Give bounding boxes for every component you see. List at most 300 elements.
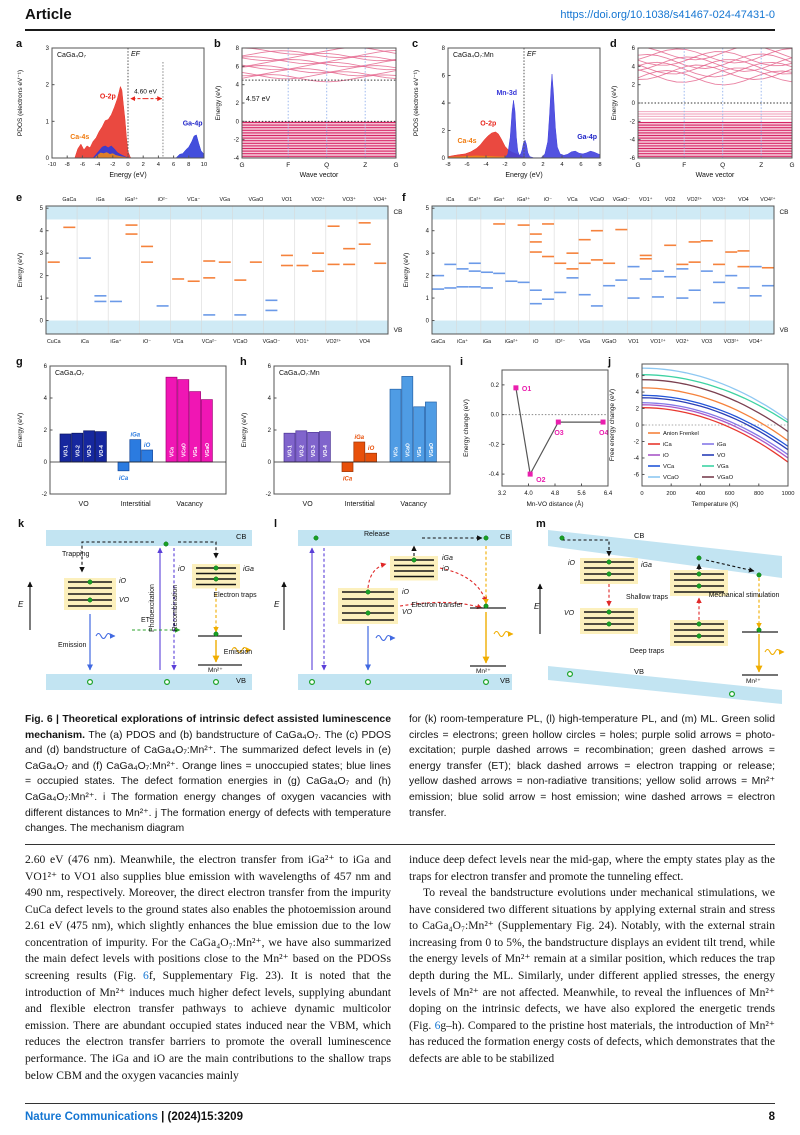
- mechanism-diagram-k: [16, 518, 268, 704]
- svg-text:2: 2: [39, 273, 43, 280]
- pdos-chart-c: [410, 38, 606, 186]
- svg-text:Vacancy: Vacancy: [176, 501, 203, 508]
- svg-text:VO3²⁺: VO3²⁺: [723, 339, 739, 345]
- svg-text:-4: -4: [483, 162, 489, 168]
- svg-text:iGa: iGa: [354, 435, 365, 441]
- svg-text:VO2: VO2: [664, 197, 676, 203]
- fig-panel-a: [14, 38, 210, 186]
- svg-text:CaGa₄O₇:Mn: CaGa₄O₇:Mn: [453, 52, 494, 59]
- svg-text:iGa³⁺: iGa³⁺: [517, 197, 531, 203]
- svg-text:VO-3: VO-3: [87, 445, 94, 457]
- panel-letter-f: f: [402, 192, 406, 204]
- svg-text:3: 3: [39, 251, 43, 258]
- et-label: ET: [141, 617, 150, 624]
- svg-text:iO: iO: [533, 339, 539, 345]
- emission-host-label: Emission: [58, 642, 87, 649]
- recombination-label: Recombination: [171, 584, 179, 632]
- svg-text:8: 8: [598, 162, 602, 168]
- panel-letter-d: d: [610, 38, 617, 50]
- fig-panel-f: [400, 192, 792, 356]
- electron-traps-label: Electron traps: [213, 592, 257, 599]
- panel-letter-a: a: [16, 38, 23, 50]
- svg-text:G: G: [393, 162, 399, 169]
- mn-level-label: Mn²⁺: [476, 668, 491, 675]
- trap-io-label: iO: [119, 578, 126, 585]
- trapping-label: Trapping: [62, 551, 90, 558]
- citation-text: | (2024)15:3209: [157, 1111, 243, 1123]
- svg-text:iGa⁺: iGa⁺: [493, 197, 505, 203]
- defect-levels-chart-e: [14, 192, 406, 356]
- shallow-traps-label: Shallow traps: [625, 594, 669, 601]
- fig-panel-c: [410, 38, 606, 186]
- svg-text:5: 5: [425, 206, 429, 213]
- svg-text:4: 4: [43, 396, 47, 402]
- svg-text:1: 1: [425, 296, 429, 303]
- panel-letter-c: c: [412, 38, 419, 50]
- svg-text:4.60 eV: 4.60 eV: [134, 88, 157, 96]
- svg-text:Mn-VO distance (Å): Mn-VO distance (Å): [526, 501, 584, 508]
- trap2-io-label: iO: [178, 566, 185, 573]
- svg-text:Ca-4s: Ca-4s: [457, 137, 477, 145]
- svg-text:2: 2: [43, 428, 47, 434]
- journal-name-link[interactable]: Nature Communications: [25, 1111, 158, 1123]
- trap-vo-label: VO: [119, 597, 130, 604]
- svg-text:VGaO: VGaO: [717, 475, 734, 481]
- svg-text:0: 0: [425, 318, 429, 325]
- svg-text:Q: Q: [720, 162, 726, 169]
- svg-text:200: 200: [666, 491, 677, 497]
- svg-text:Ga-4p: Ga-4p: [577, 133, 598, 141]
- body-left-text-2: f, Supplementary Fig. 23). It is noted that the introduction of Mn²⁺ induces much higher defect levels, supplying abundant and flexible electron transfer pathways to achieve dynamic multicolor emission. There are abundant occupied states induced near the VBM, which reduces the electron transfer barriers to promote the overall luminescence performance. The iGa and iO are the main contributions to the shallow traps below CBM and the oxygen vacancies mainly: [25, 969, 391, 1082]
- photoexcitation-label: Photoexcitation: [148, 584, 156, 632]
- pdos-chart-a: [14, 38, 210, 186]
- svg-text:4: 4: [267, 396, 271, 402]
- svg-text:8: 8: [441, 46, 445, 52]
- svg-text:VCaO: VCaO: [233, 339, 248, 345]
- caption-left-text: The (a) PDOS and (b) bandstructure of CaGa₄O₇. The (c) PDOS and (d) bandstructure of CaGa₄O₇:Mn²⁺. The summarized defect levels in (e) CaGa₄O₇ and (f) CaGa₄O₇:Mn²⁺. Orange lines = unoccupied states; blue lines = occupied states. The defect formation energies in (g) CaGa₄O₇ and (h) CaGa₄O₇:Mn²⁺. i The formation energy changes of oxygen vacancies with different distances to Mn²⁺. j The formation energy of defects with temperature changes. The mechanism diagram: [25, 729, 391, 835]
- fig-panel-i: [458, 356, 616, 518]
- svg-text:VO2²⁺: VO2²⁺: [326, 339, 342, 345]
- svg-text:VCa²⁻: VCa²⁻: [201, 339, 217, 345]
- cb-label: CB: [236, 532, 247, 541]
- svg-text:6: 6: [171, 162, 176, 168]
- svg-text:CaGa₄O₇:Mn: CaGa₄O₇:Mn: [279, 370, 320, 377]
- svg-text:-2: -2: [233, 137, 239, 144]
- panel-letter-i: i: [460, 356, 464, 368]
- svg-text:-2: -2: [502, 162, 508, 168]
- svg-text:Energy (eV): Energy (eV): [611, 85, 618, 121]
- footer-rule: [25, 1103, 775, 1104]
- svg-text:4: 4: [39, 228, 43, 235]
- svg-text:600: 600: [724, 491, 735, 497]
- svg-text:CB: CB: [779, 209, 789, 216]
- svg-text:6: 6: [267, 364, 271, 370]
- svg-text:O3: O3: [554, 430, 564, 438]
- svg-text:1000: 1000: [781, 491, 795, 497]
- svg-text:iGa: iGa: [96, 197, 105, 203]
- svg-text:2: 2: [267, 428, 271, 434]
- svg-text:5: 5: [39, 206, 43, 213]
- svg-text:iCa: iCa: [118, 475, 129, 482]
- fig-panel-g: [14, 356, 240, 518]
- svg-text:8: 8: [187, 162, 191, 168]
- header-rule: [25, 29, 775, 31]
- svg-text:VCaO: VCaO: [181, 443, 188, 457]
- svg-text:VCaO: VCaO: [589, 197, 605, 203]
- svg-text:VO2⁺: VO2⁺: [311, 197, 325, 203]
- svg-text:800: 800: [753, 491, 764, 497]
- smalltrap-iga-label: iGa: [442, 555, 453, 562]
- svg-text:5.6: 5.6: [577, 491, 586, 497]
- svg-text:iO⁻: iO⁻: [142, 339, 152, 345]
- fig-panel-b: [212, 38, 408, 186]
- svg-text:GaCa: GaCa: [431, 339, 446, 345]
- svg-text:VO4⁺: VO4⁺: [373, 197, 387, 203]
- smalltrap-io-label: iO: [442, 566, 449, 573]
- svg-text:-2: -2: [265, 492, 271, 498]
- svg-text:0: 0: [126, 162, 130, 168]
- doi-link[interactable]: https://doi.org/10.1038/s41467-024-47431-0: [560, 9, 775, 21]
- svg-text:VO3: VO3: [701, 339, 713, 345]
- svg-text:0: 0: [640, 491, 644, 497]
- svg-text:Free energy change (eV): Free energy change (eV): [609, 388, 616, 462]
- svg-text:VCa: VCa: [393, 447, 400, 457]
- mechanism-diagram-l: [272, 518, 528, 704]
- svg-text:4: 4: [560, 162, 564, 168]
- svg-text:0: 0: [267, 460, 271, 466]
- svg-text:VO4: VO4: [738, 197, 749, 203]
- panel-letter-g: g: [16, 356, 23, 368]
- svg-text:O-2p: O-2p: [480, 120, 497, 128]
- svg-text:10: 10: [200, 162, 208, 168]
- svg-text:VO-4: VO-4: [322, 445, 329, 457]
- svg-text:2: 2: [631, 82, 635, 89]
- svg-text:iGa²⁺: iGa²⁺: [504, 339, 518, 345]
- svg-text:iGa⁺: iGa⁺: [110, 339, 122, 345]
- figure-6f-link[interactable]: 6: [143, 969, 149, 983]
- svg-text:-4: -4: [629, 137, 635, 144]
- svg-text:Energy (eV): Energy (eV): [109, 172, 147, 179]
- svg-text:O1: O1: [521, 385, 532, 393]
- bar-chart-g: [14, 356, 240, 518]
- release-label: Release: [364, 531, 390, 538]
- svg-text:4.0: 4.0: [524, 491, 533, 497]
- svg-text:-2: -2: [41, 492, 47, 498]
- svg-text:iGa: iGa: [130, 432, 141, 439]
- mn-level-label: Mn²⁺: [208, 667, 223, 674]
- svg-text:iO: iO: [367, 446, 375, 453]
- svg-text:iCa⁺: iCa⁺: [457, 339, 468, 345]
- svg-text:-4: -4: [233, 156, 239, 162]
- svg-text:iCa: iCa: [80, 339, 89, 345]
- svg-text:0: 0: [441, 156, 445, 162]
- svg-text:iO⁻: iO⁻: [543, 197, 553, 203]
- mn-level-label: Mn²⁺: [746, 678, 761, 685]
- svg-text:-2: -2: [633, 439, 639, 446]
- energy-axis-label: E: [18, 600, 24, 609]
- svg-text:Mn-3d: Mn-3d: [496, 89, 518, 97]
- svg-text:VGaO: VGaO: [204, 442, 211, 457]
- svg-text:VO: VO: [302, 501, 313, 508]
- body-right-text-2: To reveal the bandstructure evolutions under mechanical stimulations, we have considered two different situations by applying external strain and stress to CaGa₄O₇:Mn²⁺ (Supplementary Fig. 24). Notably, with the external strain increasing from 0 to 5%, the bandstructure displays an evident tilt trend, while the energy levels of Mn²⁺ remain at a similar position, which reduces the trap depth during the ML. Similarly, under different applied stresses, the energy levels of Mn²⁺ are not affected. Meanwhile, to reveal the influences of Mn²⁺ doping on the intrinsic defects, we have also explored the energetic trends (Fig.: [409, 886, 775, 1032]
- svg-text:4: 4: [425, 228, 429, 235]
- body-right-column: [409, 852, 775, 1068]
- panel-letter-m: m: [536, 518, 546, 530]
- svg-text:2: 2: [441, 128, 445, 135]
- svg-text:2: 2: [235, 101, 239, 107]
- svg-text:iCa²⁺: iCa²⁺: [468, 197, 482, 203]
- svg-text:VO2⁺: VO2⁺: [675, 339, 690, 345]
- cb-label: CB: [634, 531, 645, 540]
- svg-text:iGa: iGa: [482, 339, 492, 345]
- body-right-text-3: g–h). Compared to the pristine host materials, the introduction of Mn²⁺ has reduced the formation energy costs of defects, which demonstrates that the defects are able to be stabilized: [409, 1018, 775, 1065]
- figure-6gh-link[interactable]: 6: [434, 1018, 441, 1032]
- svg-text:VO: VO: [717, 453, 726, 459]
- svg-text:0: 0: [45, 156, 49, 162]
- svg-text:-0.4: -0.4: [488, 472, 499, 479]
- svg-text:-6: -6: [633, 472, 639, 479]
- svg-text:F: F: [682, 162, 687, 169]
- svg-text:0: 0: [522, 162, 526, 168]
- emission-mn-label: Emission: [223, 649, 253, 656]
- energy-axis-label: E: [534, 602, 540, 611]
- svg-text:0: 0: [43, 460, 47, 466]
- trap2-iga-label: iGa: [243, 566, 254, 573]
- svg-text:VB: VB: [393, 327, 403, 334]
- svg-text:0.0: 0.0: [490, 412, 499, 419]
- svg-text:O4: O4: [599, 430, 609, 438]
- svg-text:VGa: VGa: [579, 339, 590, 345]
- svg-text:4.8: 4.8: [550, 491, 560, 497]
- energy-axis-label: E: [274, 600, 280, 609]
- svg-text:PDOS (electrons eV⁻¹): PDOS (electrons eV⁻¹): [413, 69, 420, 137]
- svg-text:VGaO: VGaO: [248, 197, 264, 203]
- svg-text:VCa: VCa: [172, 339, 184, 345]
- body-right-text-1: induce deep defect levels near the mid-gap, where the empty states play as the traps for electron transfer and promote the tunneling effect.: [409, 853, 775, 883]
- vb-label: VB: [236, 676, 247, 685]
- svg-text:VCaO: VCaO: [663, 475, 679, 481]
- svg-text:4: 4: [631, 64, 635, 71]
- vb-label: VB: [500, 676, 511, 685]
- svg-text:iCa: iCa: [342, 476, 353, 483]
- svg-text:iO²⁻: iO²⁻: [157, 197, 168, 203]
- svg-text:-10: -10: [47, 162, 57, 168]
- svg-text:Anion Frenkel: Anion Frenkel: [663, 431, 699, 437]
- svg-text:Energy (eV): Energy (eV): [241, 412, 248, 448]
- svg-text:-4: -4: [95, 162, 101, 168]
- svg-text:2: 2: [635, 406, 639, 413]
- svg-text:G: G: [789, 162, 795, 169]
- svg-text:8: 8: [235, 46, 239, 52]
- page-number: 8: [768, 1111, 775, 1123]
- svg-text:GaCa: GaCa: [62, 197, 77, 203]
- svg-text:-6: -6: [79, 162, 85, 168]
- caption-right-text: for (k) room-temperature PL, (l) high-temperature PL, and (m) ML. Green solid circles = electrons; green hollow circles = holes; purple solid arrows = photo-excitation; purple dashed arrows = recombination; green dashed arrows = energy transfer (ET); black dashed arrows = electron trapping or release; yellow dashed arrows = non-radiative transitions; yellow solid arrows = Mn²⁺ emission; blue solid arrow = host emission; wine dashed arrows = electron transfer.: [409, 714, 775, 819]
- svg-text:Wave vector: Wave vector: [695, 172, 735, 179]
- svg-text:CB: CB: [393, 209, 403, 216]
- svg-text:VO-2: VO-2: [75, 445, 82, 457]
- vb-label: VB: [634, 667, 645, 676]
- svg-text:Z: Z: [759, 162, 764, 169]
- panel-letter-e: e: [16, 192, 23, 204]
- figure-caption-left: [25, 712, 391, 837]
- article-type-label: Article: [25, 6, 72, 23]
- svg-text:VO-1: VO-1: [63, 445, 70, 457]
- mechanical-stimulation-label: Mechanical stimulation: [708, 592, 780, 599]
- svg-text:iGa²⁺: iGa²⁺: [125, 197, 138, 203]
- svg-text:iGa: iGa: [717, 442, 727, 448]
- svg-text:VO1⁺: VO1⁺: [639, 197, 653, 203]
- panel-letter-l: l: [274, 518, 278, 530]
- fig-panel-d: [608, 38, 800, 186]
- panel-letter-b: b: [214, 38, 221, 50]
- fig-panel-h: [238, 356, 464, 518]
- deep-vo-label: VO: [564, 610, 575, 617]
- svg-text:VO4⁺: VO4⁺: [748, 339, 763, 345]
- svg-text:-0.2: -0.2: [488, 442, 499, 449]
- svg-text:-2: -2: [629, 119, 635, 126]
- svg-text:VCa: VCa: [169, 447, 176, 457]
- svg-text:EF: EF: [527, 51, 536, 58]
- svg-text:Interstitial: Interstitial: [120, 501, 151, 508]
- svg-text:G: G: [239, 162, 245, 169]
- svg-text:Vacancy: Vacancy: [400, 501, 427, 508]
- svg-text:Temperature (K): Temperature (K): [691, 501, 739, 508]
- svg-text:Z: Z: [363, 162, 368, 169]
- svg-text:-6: -6: [629, 156, 635, 162]
- figure-caption-right: [409, 712, 775, 821]
- svg-text:Energy (eV): Energy (eV): [215, 85, 222, 121]
- svg-text:VGa: VGa: [717, 464, 729, 470]
- svg-text:VB: VB: [779, 327, 789, 334]
- svg-text:2: 2: [45, 82, 49, 89]
- svg-text:Energy (eV): Energy (eV): [17, 412, 24, 448]
- svg-text:VO4²⁺: VO4²⁺: [760, 197, 776, 203]
- svg-text:4: 4: [235, 82, 239, 89]
- shallow-iga-label: iGa: [641, 562, 652, 569]
- svg-text:0.2: 0.2: [490, 382, 499, 389]
- svg-text:6.4: 6.4: [603, 491, 613, 497]
- svg-text:6: 6: [43, 364, 47, 370]
- svg-text:iCa: iCa: [446, 197, 455, 203]
- svg-text:Interstitial: Interstitial: [344, 501, 375, 508]
- svg-text:O2: O2: [536, 477, 546, 485]
- fig-panel-m: [534, 518, 792, 706]
- svg-text:VO-1: VO-1: [287, 445, 294, 457]
- svg-text:-4: -4: [633, 455, 639, 462]
- svg-text:VCa⁻: VCa⁻: [187, 197, 201, 203]
- svg-text:6: 6: [635, 373, 639, 380]
- svg-text:VO-4: VO-4: [98, 445, 105, 457]
- svg-text:0: 0: [631, 101, 635, 107]
- svg-text:6: 6: [441, 73, 445, 80]
- svg-text:VGaO⁻: VGaO⁻: [612, 197, 631, 203]
- svg-text:VO4: VO4: [359, 339, 370, 345]
- svg-text:VGa: VGa: [417, 446, 424, 457]
- svg-text:VO1: VO1: [628, 339, 639, 345]
- deep-traps-label: Deep traps: [629, 648, 665, 655]
- svg-text:Q: Q: [324, 162, 330, 169]
- svg-text:VO1: VO1: [281, 197, 293, 203]
- svg-text:VO1²⁺: VO1²⁺: [650, 339, 666, 345]
- svg-text:Ga-4p: Ga-4p: [182, 120, 203, 128]
- caption-title: Fig. 6 | Theoretical explorations of intrinsic defect assisted luminescence mechanism.: [25, 714, 391, 741]
- bar-chart-h: [238, 356, 464, 518]
- electron-transfer-label: Electron transfer: [411, 602, 463, 609]
- svg-text:CuCa: CuCa: [46, 339, 61, 345]
- svg-text:VGaO: VGaO: [601, 339, 617, 345]
- bigtrap-vo-label: VO: [402, 609, 413, 616]
- svg-text:F: F: [286, 162, 291, 169]
- svg-text:PDOS (electrons eV⁻¹): PDOS (electrons eV⁻¹): [17, 69, 24, 137]
- defect-levels-chart-f: [400, 192, 792, 356]
- svg-text:iCa: iCa: [663, 442, 672, 448]
- footer-citation: [25, 1111, 243, 1123]
- svg-text:O-2p: O-2p: [99, 93, 116, 101]
- svg-text:Energy change (eV): Energy change (eV): [463, 399, 470, 457]
- svg-text:3.2: 3.2: [497, 491, 507, 497]
- svg-text:0: 0: [235, 119, 239, 126]
- svg-text:4: 4: [441, 101, 445, 107]
- svg-text:1: 1: [45, 119, 49, 126]
- svg-text:2: 2: [425, 273, 429, 280]
- svg-text:-8: -8: [445, 162, 451, 168]
- svg-text:3: 3: [425, 251, 429, 258]
- svg-text:6: 6: [631, 46, 635, 52]
- svg-text:VCa: VCa: [663, 464, 675, 470]
- svg-text:iO: iO: [663, 453, 669, 459]
- svg-text:4: 4: [635, 390, 639, 397]
- svg-text:VO3⁺: VO3⁺: [712, 197, 726, 203]
- panel-letter-k: k: [18, 518, 25, 530]
- svg-text:2: 2: [141, 162, 145, 168]
- svg-text:3: 3: [45, 46, 49, 52]
- bandstructure-chart-b: [212, 38, 408, 186]
- svg-text:G: G: [635, 162, 641, 169]
- cb-label: CB: [500, 532, 511, 541]
- svg-text:iO²⁻: iO²⁻: [555, 339, 566, 345]
- svg-text:2: 2: [541, 162, 545, 168]
- svg-text:VO1⁺: VO1⁺: [295, 339, 310, 345]
- svg-text:Energy (eV): Energy (eV): [17, 252, 24, 288]
- svg-text:Wave vector: Wave vector: [299, 172, 339, 179]
- svg-text:VO-2: VO-2: [299, 445, 306, 457]
- body-left-column: [25, 852, 391, 1084]
- svg-text:0: 0: [39, 318, 43, 325]
- caption-rule: [25, 844, 775, 845]
- svg-text:EF: EF: [131, 51, 140, 58]
- svg-text:VO2²⁺: VO2²⁺: [687, 197, 703, 203]
- panel-letter-j: j: [608, 356, 612, 368]
- svg-text:CaGa₄O₇: CaGa₄O₇: [55, 370, 84, 377]
- svg-text:0: 0: [635, 423, 639, 429]
- svg-text:-2: -2: [110, 162, 116, 168]
- bandstructure-chart-d: [608, 38, 800, 186]
- fig-panel-k: [16, 518, 268, 706]
- svg-text:-8: -8: [64, 162, 70, 168]
- svg-text:400: 400: [695, 491, 706, 497]
- scatter-chart-i: [458, 356, 616, 518]
- bigtrap-io-label: iO: [402, 589, 409, 596]
- svg-text:VGaO⁻: VGaO⁻: [262, 339, 281, 345]
- svg-text:4: 4: [156, 162, 161, 168]
- svg-text:VGa: VGa: [193, 446, 200, 457]
- svg-text:Energy (eV): Energy (eV): [403, 252, 410, 288]
- svg-text:VO: VO: [78, 501, 89, 508]
- svg-text:VCaO: VCaO: [405, 443, 412, 457]
- fig-panel-e: [14, 192, 406, 356]
- svg-text:6: 6: [235, 64, 239, 71]
